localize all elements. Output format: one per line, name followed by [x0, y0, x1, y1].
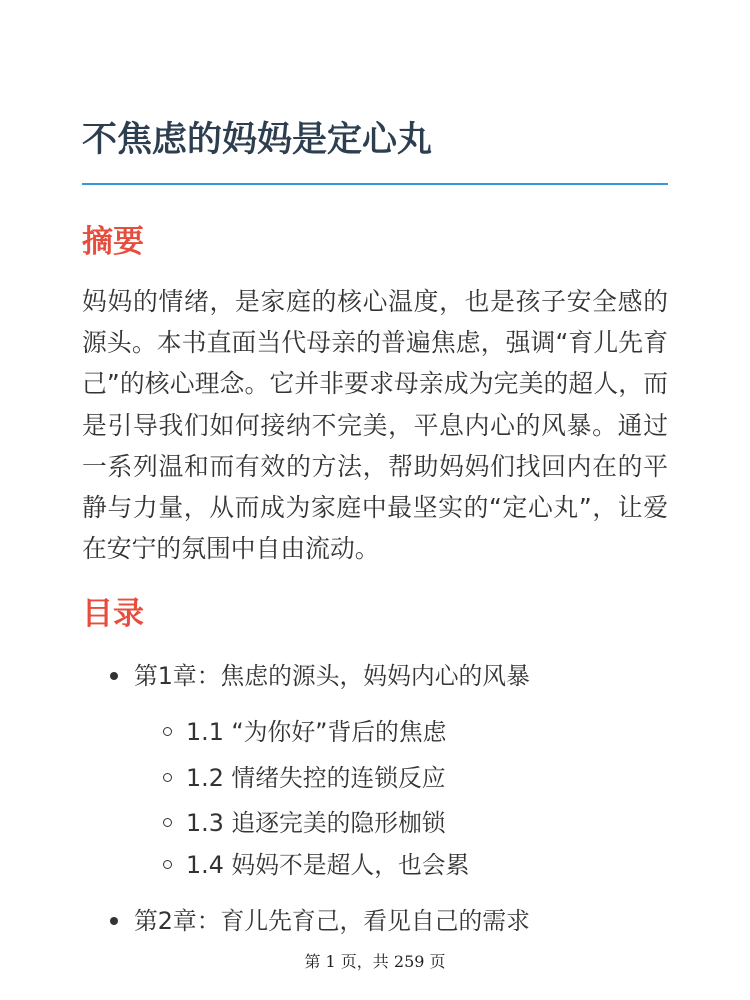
bullet-icon — [110, 672, 118, 680]
hollow-bullet-icon — [163, 727, 172, 736]
toc-heading: 目录 — [82, 596, 144, 632]
hollow-bullet-icon — [163, 773, 172, 782]
toc-section-1-3[interactable] — [163, 805, 446, 841]
toc-chapter-1[interactable] — [110, 658, 530, 694]
toc-section-label: 1.4 妈妈不是超人，也会累 — [186, 851, 470, 879]
toc-section-label: 1.1 “为你好”背后的焦虑 — [186, 718, 447, 746]
page-number: 第 1 页，共 259 页 — [304, 952, 446, 971]
toc-section-1-2[interactable] — [163, 760, 446, 796]
toc-chapter-1-label: 第1章：焦虑的源头，妈妈内心的风暴 — [134, 662, 530, 690]
hollow-bullet-icon — [163, 860, 172, 869]
toc-section-1-4[interactable] — [163, 847, 469, 883]
toc-chapter-2[interactable] — [110, 903, 530, 939]
book-title: 不焦虑的妈妈是定心丸 — [82, 120, 433, 160]
summary-heading: 摘要 — [82, 224, 144, 260]
title-divider — [82, 183, 668, 185]
bullet-icon — [110, 917, 118, 925]
summary-text: 妈妈的情绪，是家庭的核心温度，也是孩子安全感的源头。本书直面当代母亲的普遍焦虑，强调“育儿先育己”的核心理念。它并非要求母亲成为完美的超人，而是引导我们如何接纳不完美，平息内心的风暴。通过一系列温和而有效的方法，帮助妈妈们找回内在的平静与力量，从而成为家庭中最坚实的“定心丸”，让爱在安宁的氛围中自由流动。 — [82, 287, 668, 564]
toc-section-1-1[interactable] — [163, 714, 446, 750]
toc-chapter-2-label: 第2章：育儿先育己，看见自己的需求 — [134, 907, 530, 935]
toc-section-label: 1.2 情绪失控的连锁反应 — [186, 764, 446, 792]
toc-section-label: 1.3 追逐完美的隐形枷锁 — [186, 809, 446, 837]
hollow-bullet-icon — [163, 818, 172, 827]
